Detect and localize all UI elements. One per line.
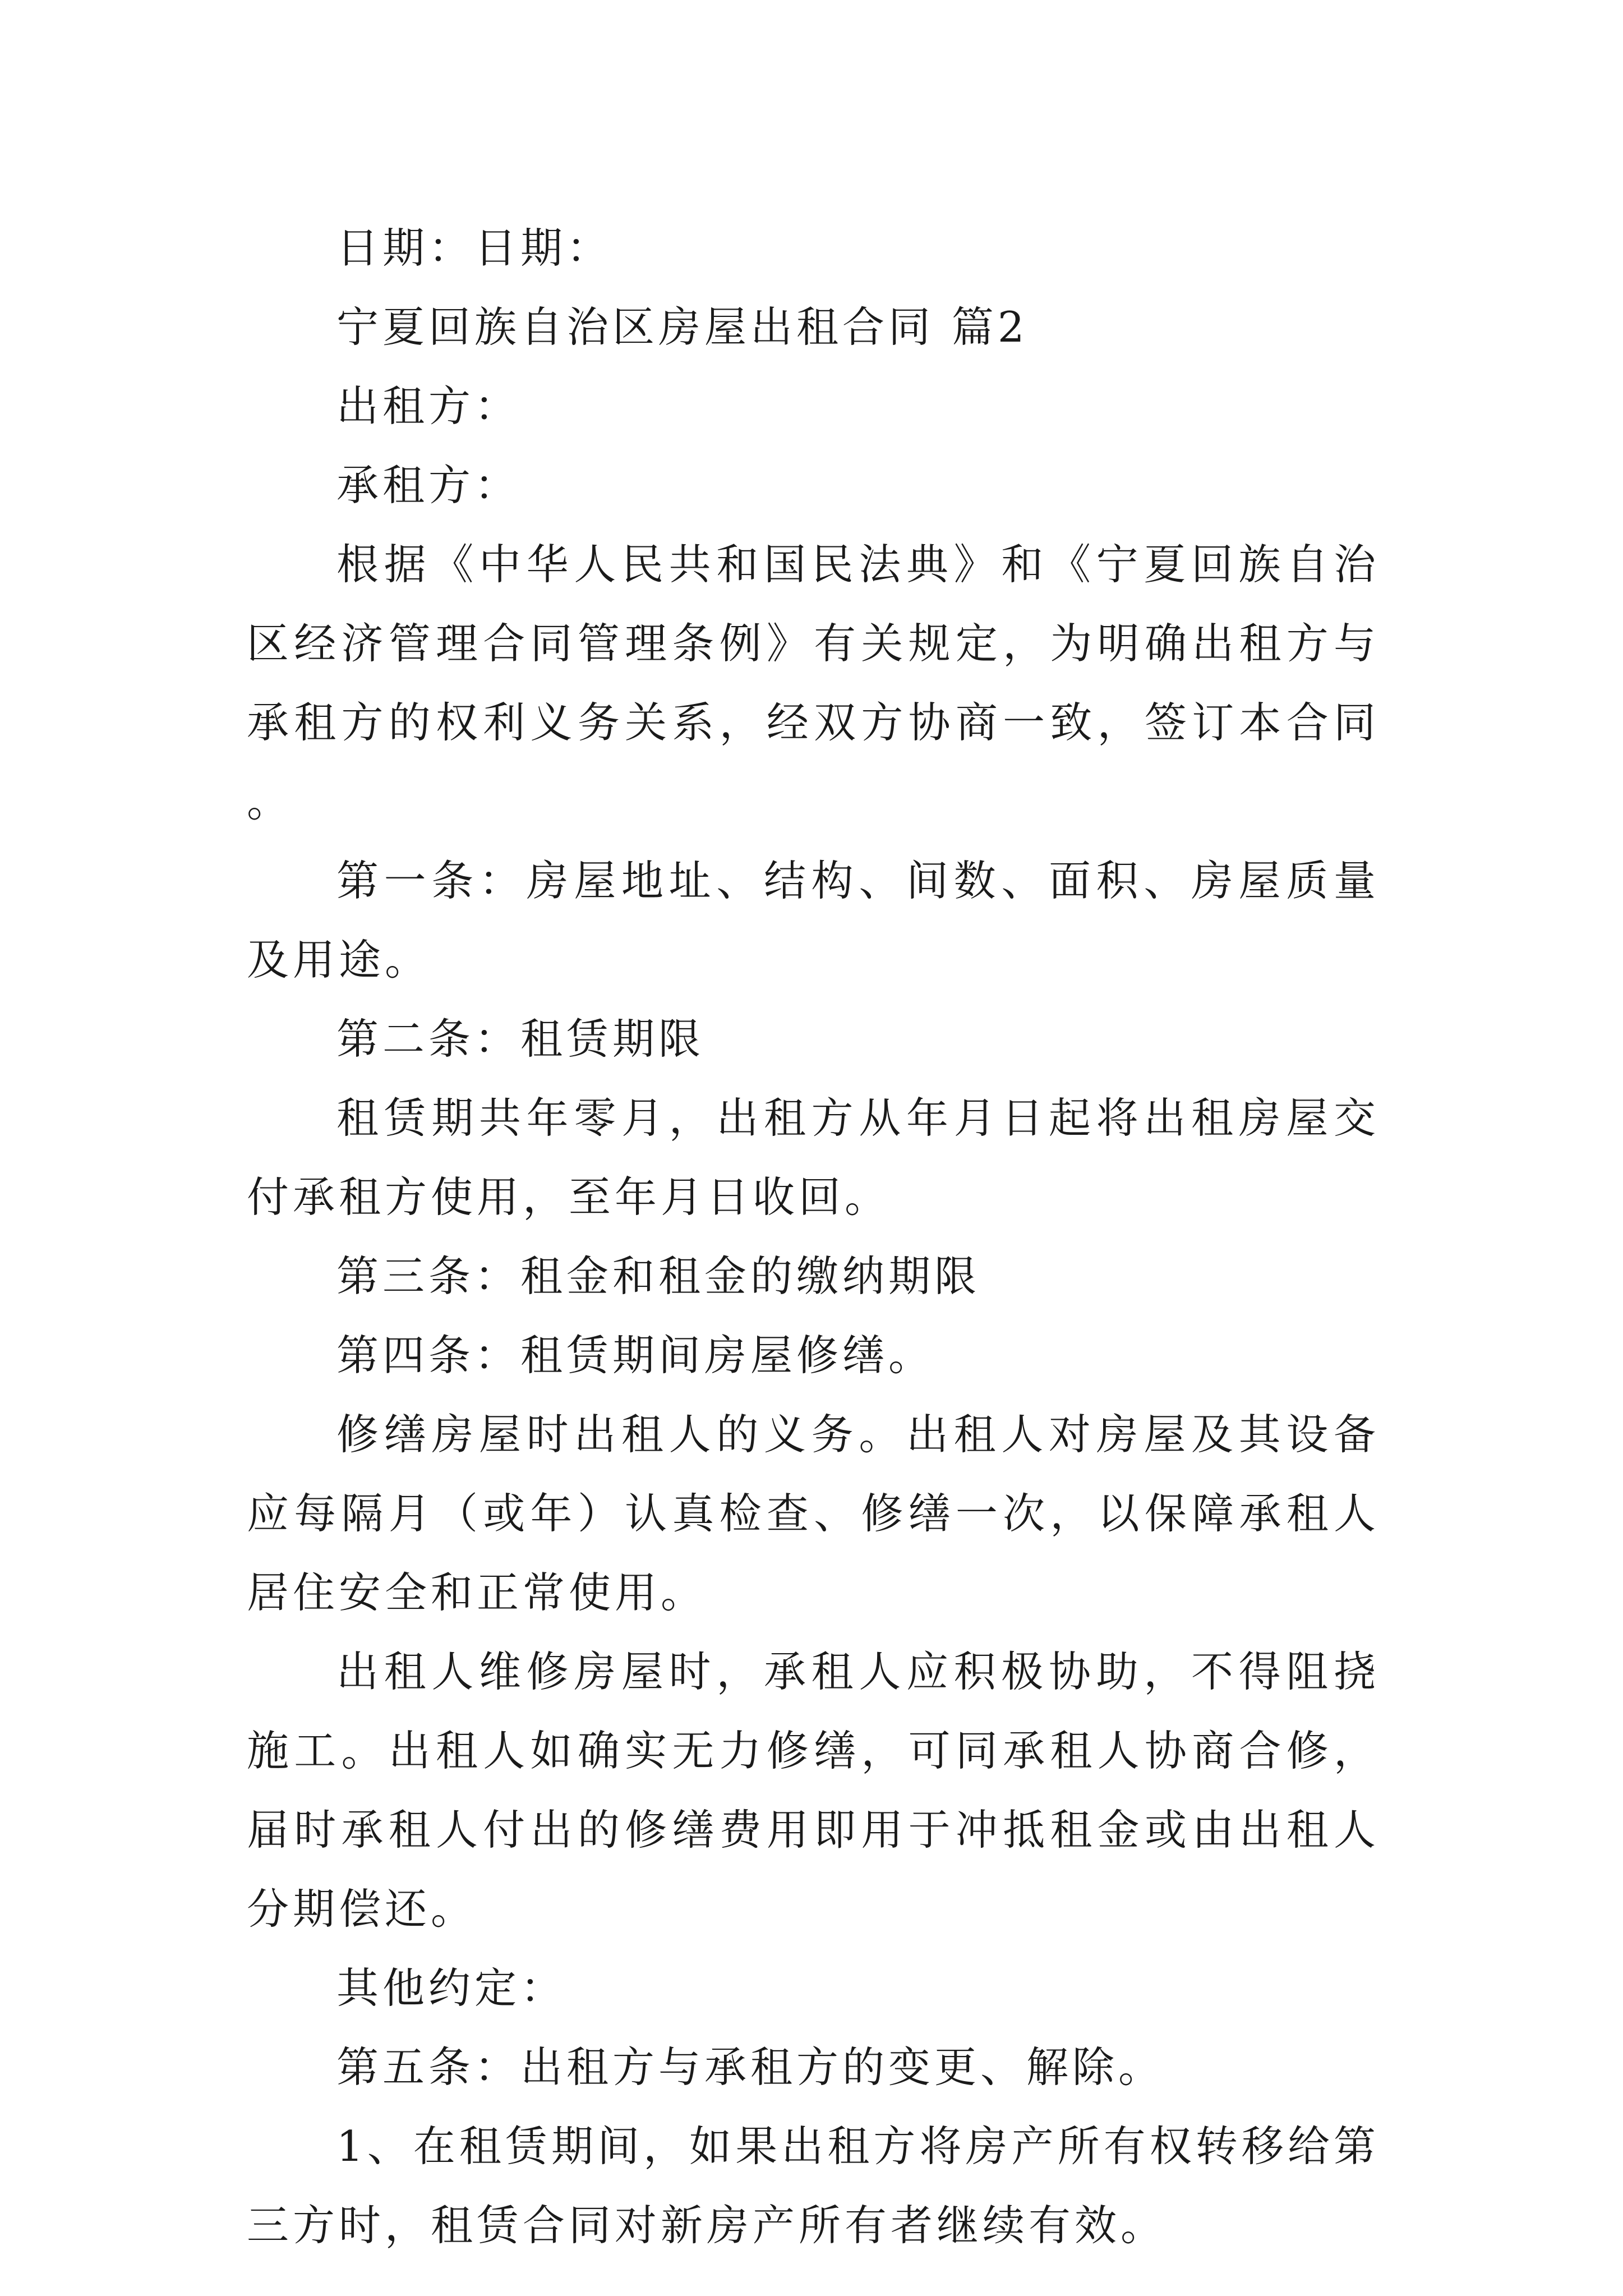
- clause-1-paragraph: 1、在租赁期间，如果出租方将房产所有权转移给第三方时，租赁合同对新房产所有者继续有效。: [247, 2122, 1380, 2250]
- contract-title: 宁夏回族自治区房屋出租合同 篇2: [336, 302, 1029, 352]
- lessor-field: 出租方：: [336, 381, 521, 431]
- repair-cooperation-paragraph: 出租人维修房屋时，承租人应积极协助，不得阻挠施工。出租人如确实无力修缮，可同承租人协商合修，届时承租人付出的修缮费用即用于冲抵租金或由出租人分期偿还。: [247, 1647, 1380, 1934]
- preamble-paragraph: 根据《中华人民共和国民法典》和《宁夏回族自治区经济管理合同管理条例》有关规定，为明确出租方与承租方的权利义务关系，经双方协商一致，签订本合同。: [247, 540, 1380, 826]
- other-agreements: 其他约定：: [336, 1963, 567, 2013]
- article-2-heading: 第二条：租赁期限: [336, 1014, 705, 1064]
- article-5-heading: 第五条：出租方与承租方的变更、解除。: [336, 2042, 1165, 2092]
- lessee-field: 承租方：: [336, 461, 521, 510]
- article-1: 第一条：房屋地址、结构、间数、面积、房屋质量及用途。: [247, 856, 1380, 984]
- repair-duty-paragraph: 修缮房屋时出租人的义务。出租人对房屋及其设备应每隔月（或年）认真检查、修缮一次，以保障承租人居住安全和正常使用。: [247, 1410, 1380, 1617]
- lease-term-paragraph: 租赁期共年零月，出租方从年月日起将出租房屋交付承租方使用，至年月日收回。: [247, 1093, 1380, 1222]
- article-4-heading: 第四条：租赁期间房屋修缮。: [336, 1331, 935, 1380]
- date-line: 日期：日期：: [336, 223, 613, 273]
- article-3-heading: 第三条：租金和租金的缴纳期限: [336, 1251, 981, 1301]
- document-body: [247, 209, 1380, 2265]
